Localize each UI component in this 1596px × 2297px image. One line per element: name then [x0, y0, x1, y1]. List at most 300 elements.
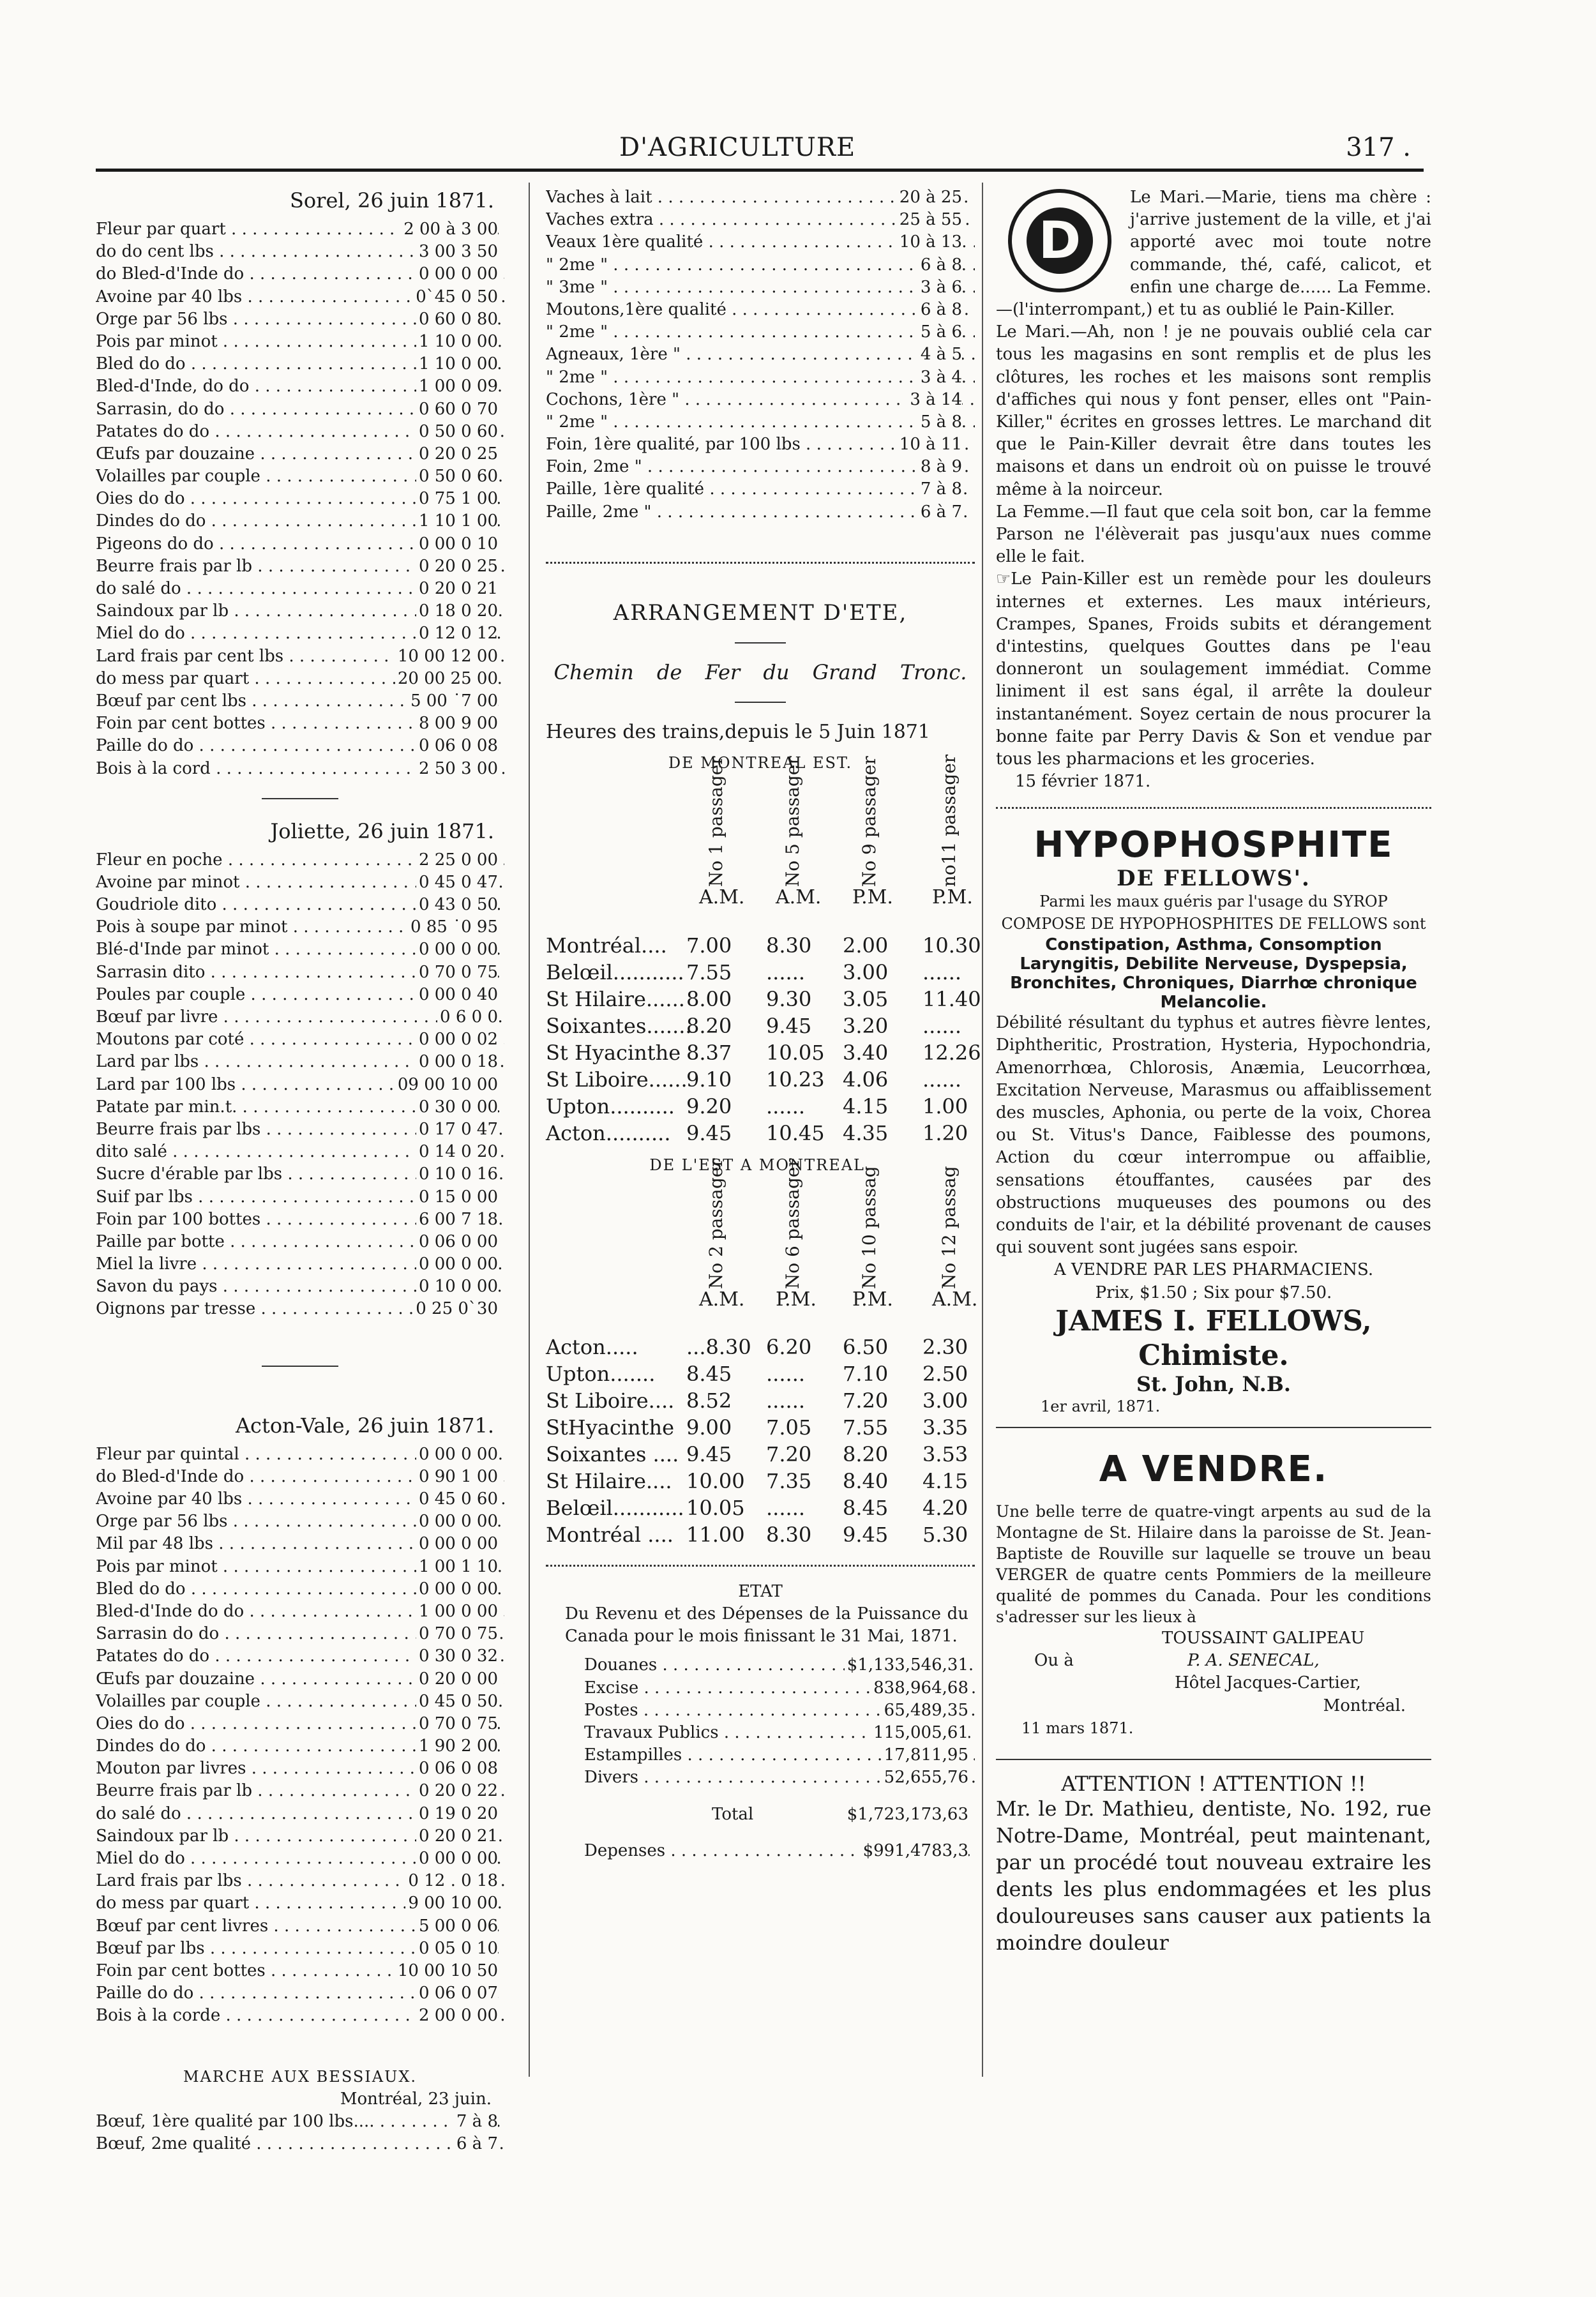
item-price: 0 06 0 08	[416, 735, 498, 757]
price-row	[96, 1051, 504, 1073]
price-row	[96, 961, 504, 984]
departure-time: 6.20	[766, 1334, 812, 1359]
item-price: 0 6 0 0	[437, 1006, 498, 1028]
station-name: St Hilaire......	[546, 986, 685, 1011]
departure-time: 7.20	[766, 1442, 812, 1466]
price-row	[546, 411, 975, 433]
painkiller-body: ☞Le Pain-Killer est un remède pour les douleurs internes et externes. Les maux intérieurs, Crampes, Spanes, Froids subits et dérangement d'intestins, quelques Gouttes dans pe l'eau donneront un soulagement immédiat. Comme liniment il est sans égal, il arrête la douleur instantanément. Soyez certain de nous procurer la bonne faite par Perry Davis & Son et vendue par tous les pharmacions et les groceries.	[996, 569, 1431, 769]
price-row	[546, 276, 975, 299]
departure-time: 9.30	[766, 986, 812, 1011]
item-label: do mess par quart . . .	[96, 1892, 504, 1915]
item-label: Estampilles . . .	[584, 1744, 975, 1766]
west-schedule-rows	[546, 1336, 975, 1551]
dotted-divider	[546, 1565, 975, 1567]
price-row	[546, 1744, 975, 1766]
item-price: 0 06 0 00	[416, 1231, 498, 1253]
item-price: 8 00 9 00	[416, 712, 498, 735]
price-row	[546, 321, 975, 343]
vendre-text: Une belle terre de quatre-vingt arpents au sud de la Montagne de St. Hilaire dans la paroisse de St. Jean-Baptiste de Rouville sur laquelle se trouve un beau VERGER de quatre cents Pommiers de la meilleure qualité de pommes du Canada. Pour les conditions s'adresser sur les lieux à	[996, 1502, 1431, 1627]
price-row	[96, 849, 504, 871]
schedule-row	[546, 1443, 975, 1470]
price-row	[96, 894, 504, 916]
item-label: Sarrasin do do . . .	[96, 1623, 504, 1645]
price-row	[96, 1533, 504, 1555]
price-row	[546, 1699, 975, 1722]
departure-time: ...8.30	[686, 1334, 751, 1359]
dotted-divider	[546, 562, 975, 564]
west-label: DE L'EST A MONTREAL.	[649, 1156, 871, 1174]
item-price: 0 20 0 25	[416, 555, 498, 578]
item-label: Dindes do do . . .	[96, 510, 504, 532]
price-row	[96, 938, 504, 961]
price-row	[96, 1780, 504, 1802]
departure-time: 8.20	[843, 1442, 889, 1466]
item-price: 6 à 7	[454, 2133, 498, 2155]
item-price: 0 00 0 02	[416, 1028, 498, 1051]
price-row	[96, 443, 504, 465]
item-label: Lard frais par lbs . . .	[96, 1870, 504, 1892]
acton-heading: Acton-Vale, 26 juin 1871.	[235, 1413, 494, 1438]
schedule-row	[546, 1417, 975, 1443]
departure-time: 3.00	[843, 960, 889, 984]
item-label: Lard par 100 lbs . . .	[96, 1074, 504, 1096]
item-label: Œufs par douzaine . . .	[96, 443, 504, 465]
departure-time: 5.30	[922, 1522, 968, 1547]
item-price: 1 90 2 00	[416, 1735, 498, 1758]
price-row	[96, 1870, 504, 1892]
price-row	[96, 2005, 504, 2027]
price-row	[96, 1141, 504, 1163]
departure-time: ......	[766, 1094, 806, 1118]
item-price: 0 85 ˙0 95	[408, 916, 498, 938]
price-row	[96, 1960, 504, 1982]
train-title: ARRANGEMENT D'ETE,	[613, 599, 908, 626]
departure-time: 6.50	[843, 1334, 889, 1359]
departure-time: 7.55	[843, 1415, 889, 1440]
item-price: 6 à 8	[918, 299, 962, 321]
departure-time: 9.45	[686, 1120, 732, 1145]
price-row	[96, 1691, 504, 1713]
item-price: 17,811,95	[882, 1744, 968, 1766]
item-price: 115,005,61	[871, 1722, 968, 1744]
item-label: Oies do do . . .	[96, 488, 504, 510]
train-hours: Heures des trains,depuis le 5 Juin 1871	[546, 721, 930, 744]
hypo-subtitle: DE FELLOWS'.	[1117, 866, 1311, 892]
item-label: Douanes . . .	[584, 1654, 975, 1676]
departure-time: 11.00	[686, 1522, 745, 1547]
departure-time: 10.05	[686, 1495, 745, 1520]
price-row	[546, 1722, 975, 1744]
price-row	[96, 1298, 504, 1320]
departure-time: 4.35	[843, 1120, 889, 1145]
item-price: 0 75 1 00	[416, 488, 498, 510]
departure-time: 8.20	[686, 1013, 732, 1038]
hypo-date: 1er avril, 1871.	[1041, 1397, 1161, 1415]
price-row	[546, 478, 975, 501]
price-row	[96, 465, 504, 488]
item-price: 10 00 12 00	[395, 645, 498, 668]
item-price: 0 12 0 12	[416, 622, 498, 645]
acton-price-list	[96, 1443, 504, 2028]
item-label: Oignons par tresse . . .	[96, 1298, 504, 1320]
price-row	[96, 1074, 504, 1096]
price-row	[96, 1825, 504, 1848]
hypo-diseases: Constipation, Asthma, Consomption Laryngitis, Debilite Nerveuse, Dyspepsia, Bronchites, Chroniques, Diarrhœ chronique Melancolie.	[1010, 935, 1417, 1013]
price-row	[96, 1713, 504, 1735]
item-price: 7 à 8	[918, 478, 962, 501]
section-rule	[996, 1427, 1431, 1428]
price-row	[546, 501, 975, 523]
price-row	[96, 1915, 504, 1938]
price-row	[96, 218, 504, 241]
joliette-price-list	[96, 849, 504, 1321]
price-row	[96, 510, 504, 532]
market-prices-column	[96, 186, 504, 2155]
departure-time: ......	[766, 960, 806, 984]
item-price: 0 00 0 18	[416, 1051, 498, 1073]
schedule-row	[546, 1015, 975, 1042]
price-row	[96, 1938, 504, 1960]
item-price: 0 60 0 80	[416, 308, 498, 331]
price-row	[546, 343, 975, 366]
price-row	[96, 1488, 504, 1510]
item-price: 838,964,68	[871, 1677, 968, 1699]
station-name: St Hilaire....	[546, 1468, 672, 1493]
departure-time: 3.05	[843, 986, 889, 1011]
east-schedule-rows	[546, 933, 981, 1149]
price-row	[546, 1677, 975, 1699]
price-row	[96, 1118, 504, 1141]
price-row	[96, 578, 504, 600]
price-row	[96, 263, 504, 285]
schedule-row	[546, 1336, 975, 1363]
item-label: do do cent lbs . . .	[96, 241, 504, 263]
item-price: 0 00 0 00	[416, 1578, 498, 1600]
item-price: 0 20 0 22	[416, 1780, 498, 1802]
item-price: 5 à 6	[918, 321, 962, 343]
section-rule	[735, 702, 786, 703]
hypo-sale: A VENDRE PAR LES PHARMACIENS.	[1053, 1260, 1374, 1280]
svg-text:D: D	[1038, 211, 1081, 270]
painkiller-date: 15 février 1871.	[1015, 772, 1151, 792]
item-label: Saindoux par lb . . .	[96, 1825, 504, 1848]
item-label: Bœuf par cent lbs . . .	[96, 690, 504, 712]
item-price: 0 70 0 75	[416, 961, 498, 984]
departure-time: 7.05	[766, 1415, 812, 1440]
schedule-ampm: P.M.	[852, 886, 893, 909]
item-label: do mess par quart . . .	[96, 668, 504, 690]
departure-time: 10.30	[922, 933, 981, 958]
item-label: Veaux 1ère qualité . . .	[546, 231, 975, 253]
item-label: Goudriole dito . . .	[96, 894, 504, 916]
item-price: 0 50 0 60	[416, 421, 498, 443]
item-label: Beurre frais par lbs . . .	[96, 1118, 504, 1141]
item-label: Miel do do . . .	[96, 1848, 504, 1870]
departure-time: 10.23	[766, 1067, 825, 1092]
item-label: Moutons par coté . . .	[96, 1028, 504, 1051]
item-label: Fleur par quintal . . .	[96, 1443, 504, 1466]
departure-time: 9.20	[686, 1094, 732, 1118]
price-row	[96, 1466, 504, 1488]
schedule-row	[546, 1040, 981, 1069]
departure-time: ......	[922, 1013, 962, 1038]
price-row	[96, 421, 504, 443]
schedule-row	[546, 1096, 975, 1122]
item-label: do Bled-d'Inde do . . .	[96, 263, 504, 285]
departure-time: 10.00	[686, 1468, 745, 1493]
item-label: Saindoux par lb . . .	[96, 600, 504, 622]
item-price: 0 50 0 60	[416, 465, 498, 488]
running-title: D'AGRICULTURE	[619, 133, 856, 162]
price-row	[96, 308, 504, 331]
item-label: Sarrasin, do do . . .	[96, 398, 504, 421]
departure-time: 7.20	[843, 1388, 889, 1413]
item-price: 9 00 10 00	[405, 1892, 498, 1915]
item-price: 0 20 0 21	[416, 1825, 498, 1848]
price-row	[546, 299, 975, 321]
schedule-row	[546, 1363, 975, 1390]
dotted-divider	[996, 807, 1431, 809]
departure-time: 10.45	[766, 1120, 825, 1145]
painkiller-dialog: Le Mari.—Ah, non ! je ne pouvais oublié cela car tous les magasins en sont remplis et de plus les clôtures, les roches et les maisons sont remplis d'affiches qui nous y font penser, elles ont "Pain-Killer," écrites en grosses lettres. Le marchand dit que le Pain-Killer devrait être dans toutes les maisons et dans un endroit où on puisse le trouvé même à la noirceur.	[996, 322, 1431, 499]
price-row	[546, 231, 975, 253]
price-row	[96, 2111, 504, 2133]
hypo-text: Débilité résultant du typhus et autres fièvre lentes, Diphtheritic, Prostration, Hysteria, Hypochondria, Amenorrhœa, Chlorosis, Anæmia, Leucorrhœa, Excitation Nerveuse, Marasmus ou affaiblissement des muscles, Aphonia, ou perte de la voix, Chorea ou St. Vitus's Dance, Faiblesse des poumons, Action du cœur interrompue ou affaiblie, sensations étouffantes, causées par des obstructions muqueuses des poumons ou des conduits de l'air, et la débilité provenant de causes qui souvent sont jugées sans espoir.	[996, 1013, 1431, 1258]
station-name: Belœil...........	[546, 960, 684, 984]
price-row	[546, 209, 975, 231]
price-row	[96, 353, 504, 375]
item-label: Travaux Publics . . .	[584, 1722, 975, 1744]
price-row	[96, 1623, 504, 1645]
item-price: 1 00 0 09	[416, 375, 498, 398]
etat-title: ETAT	[738, 1581, 783, 1601]
departure-time: 7.55	[686, 960, 732, 984]
station-name: StHyacinthe	[546, 1415, 675, 1440]
departure-time: 7.10	[843, 1361, 889, 1386]
price-row	[96, 1510, 504, 1533]
item-price: 20 à 25	[897, 186, 962, 209]
schedule-ampm: A.M.	[932, 1288, 978, 1311]
departure-time: ......	[766, 1361, 806, 1386]
schedule-ampm: P.M.	[852, 1288, 893, 1311]
schedule-ampm: P.M.	[932, 886, 973, 909]
item-price: 0`45 0 50	[413, 286, 498, 308]
schedule-row	[546, 1069, 975, 1096]
item-label: Pois à soupe par minot . . .	[96, 916, 504, 938]
departure-time: 8.30	[766, 1522, 812, 1547]
item-price: 0 20 0 21	[416, 578, 498, 600]
departure-time: 7.35	[766, 1468, 812, 1493]
item-label: Excise . . .	[584, 1677, 975, 1699]
departure-time: 9.45	[686, 1442, 732, 1466]
attention-title: ATTENTION ! ATTENTION !!	[1061, 1771, 1366, 1796]
price-row	[546, 456, 975, 478]
schedule-ampm: A.M.	[776, 886, 822, 909]
item-label: Fleur en poche . . .	[96, 849, 504, 871]
item-label: Agneaux, 1ère " . . .	[546, 343, 975, 366]
item-label: Beurre frais par lb . . .	[96, 555, 504, 578]
price-row	[96, 375, 504, 398]
price-row	[96, 1668, 504, 1691]
item-label: Foin, 2me " . . .	[546, 456, 975, 478]
schedule-column-header: No 9 passager	[858, 756, 880, 887]
hypo-chemist: JAMES I. FELLOWS, Chimiste.	[1055, 1304, 1372, 1372]
schedule-column-header: No 10 passag	[858, 1166, 880, 1289]
item-price: 10 à 11	[897, 433, 962, 456]
item-price: 0 10 0 00	[416, 1276, 498, 1298]
price-row	[96, 1892, 504, 1915]
station-name: Montréal....	[546, 933, 667, 958]
item-price: 0 30 0 00	[416, 1096, 498, 1118]
attention-ad	[996, 1773, 1431, 1956]
item-label: Savon du pays . . .	[96, 1276, 504, 1298]
item-label: Lard par lbs . . .	[96, 1051, 504, 1073]
departure-time: 9.00	[686, 1415, 732, 1440]
station-name: St Hyacinthe	[546, 1040, 681, 1065]
hypo-intro: Parmi les maux guéris par l'usage du SYROP COMPOSE DE HYPOPHOSPHITES DE FELLOWS sont	[1001, 892, 1426, 933]
item-price: 0 06 0 08	[416, 1758, 498, 1780]
station-name: Belœil...........	[546, 1495, 684, 1520]
price-row	[546, 254, 975, 276]
item-label: Avoine par 40 lbs . . .	[96, 1488, 504, 1510]
departure-time: 3.35	[922, 1415, 968, 1440]
attention-text: Mr. le Dr. Mathieu, dentiste, No. 192, rue Notre-Dame, Montréal, peut maintenant, par un procédé tout nouveau extraire les dents les plus endommagées et les plus douloureuses sans causer aux patients la moindre douleur	[996, 1796, 1431, 1955]
item-price: 1 00 0 00	[416, 1600, 498, 1623]
item-price: 0 70 0 75	[416, 1623, 498, 1645]
departure-time: 3.40	[843, 1040, 889, 1065]
vendre-city: Montréal.	[1323, 1696, 1406, 1715]
page-number: 317 .	[1346, 133, 1411, 162]
item-price: 5 00 0 06	[416, 1915, 498, 1938]
price-row	[96, 1982, 504, 2005]
schedule-row	[546, 1122, 975, 1149]
price-row	[96, 1645, 504, 1668]
price-row	[546, 1654, 975, 1676]
item-price: 0 45 0 50	[416, 1691, 498, 1713]
price-row	[96, 1735, 504, 1758]
item-price: 0 14 0 20	[416, 1141, 498, 1163]
item-label: Bois à la corde . . .	[96, 2005, 504, 2027]
schedule-row	[546, 1390, 975, 1417]
departure-time: 2.00	[843, 933, 889, 958]
advertisements-column	[996, 186, 1431, 1956]
sorel-price-list	[96, 218, 504, 780]
price-row	[96, 533, 504, 555]
item-price: 0 18 0 20	[416, 600, 498, 622]
item-price: 0 25 0`30	[413, 1298, 498, 1320]
station-name: St Liboire....	[546, 1388, 675, 1413]
price-row	[96, 555, 504, 578]
departure-time: ......	[766, 1495, 806, 1520]
item-price: 0 70 0 75	[416, 1713, 498, 1735]
item-label: Beurre frais par lb . . .	[96, 1780, 504, 1802]
east-label: DE MONTREAL EST.	[668, 754, 853, 772]
schedule-ampm: A.M.	[699, 1288, 745, 1311]
item-label: Bœuf par livre . . .	[96, 1006, 504, 1028]
departure-time: 9.45	[843, 1522, 889, 1547]
departure-time: 2.50	[922, 1361, 968, 1386]
column-divider	[982, 183, 983, 2077]
item-price: 3 00 3 50	[416, 241, 498, 263]
hypo-title: HYPOPHOSPHITE	[1034, 824, 1394, 866]
item-label: Vaches extra . . .	[546, 209, 975, 231]
item-label: Poules par couple . . .	[96, 984, 504, 1006]
schedule-ampm: P.M.	[776, 1288, 817, 1311]
item-label: Pigeons do do . . .	[96, 533, 504, 555]
item-label: Orge par 56 lbs . . .	[96, 1510, 504, 1533]
price-row	[96, 1006, 504, 1028]
departure-time: 12.26	[922, 1040, 981, 1065]
bessiaux-title: MARCHE AUX BESSIAUX.	[183, 2067, 418, 2086]
price-row	[96, 735, 504, 757]
item-label: Foin par cent bottes . . .	[96, 712, 504, 735]
item-label: " 2me " . . .	[546, 366, 975, 389]
item-price: 2 00 à 3 00	[401, 218, 498, 241]
item-label: Orge par 56 lbs . . .	[96, 308, 504, 331]
item-price: 8 à 9	[918, 456, 962, 478]
item-price: 2 50 3 00	[416, 758, 498, 780]
item-label: Foin, 1ère qualité, par 100 lbs . . .	[546, 433, 975, 456]
item-price: 0 00 0 00	[416, 1848, 498, 1870]
item-label: Paille do do . . .	[96, 1982, 504, 2005]
item-price: 10 00 10 50	[395, 1960, 498, 1982]
price-row	[96, 1209, 504, 1231]
item-price: 0 00 0 10	[416, 533, 498, 555]
item-price: 09 00 10 00	[395, 1074, 498, 1096]
price-row	[96, 712, 504, 735]
joliette-heading: Joliette, 26 juin 1871.	[270, 818, 494, 843]
item-label: Avoine par minot . . .	[96, 871, 504, 894]
item-label: Bled-d'Inde do do . . .	[96, 1600, 504, 1623]
item-label: Pois par minot . . .	[96, 1556, 504, 1578]
item-label: Pois par minot . . .	[96, 331, 504, 353]
item-price: 0 00 0 00	[416, 1510, 498, 1533]
item-price: 5 à 8	[918, 411, 962, 433]
item-price: 3 à 4	[918, 366, 962, 389]
section-rule	[262, 1366, 338, 1367]
item-price: 52,655,76	[882, 1766, 968, 1789]
painkiller-logo-icon	[996, 186, 1124, 295]
price-row	[96, 645, 504, 668]
departure-time: 7.00	[686, 933, 732, 958]
item-price: 1 10 1 00	[416, 510, 498, 532]
item-label: Foin par 100 bottes . . .	[96, 1209, 504, 1231]
vendre-or: Ou à P. A. SENECAL,	[1034, 1651, 1320, 1671]
price-row	[96, 984, 504, 1006]
price-row	[546, 433, 975, 456]
item-label: Bœuf, 2me qualité . . .	[96, 2133, 504, 2155]
etat-depenses: Depenses . . . $991,4783,3	[546, 1840, 975, 1862]
item-label: Bled do do . . .	[96, 1578, 504, 1600]
section-rule	[735, 642, 786, 644]
item-label: Miel la livre . . .	[96, 1253, 504, 1276]
item-price: 0 43 0 50	[416, 894, 498, 916]
price-row	[546, 186, 975, 209]
item-label: Blé-d'Inde par minot . . .	[96, 938, 504, 961]
item-price: 2 00 0 00	[416, 2005, 498, 2027]
header-rule	[96, 169, 1424, 172]
item-price: 3 à 6	[918, 276, 962, 299]
column-divider	[529, 183, 530, 2077]
item-price: 0 12 . 0 18	[405, 1870, 498, 1892]
departure-time: 8.45	[843, 1495, 889, 1520]
item-label: Sarrasin dito . . .	[96, 961, 504, 984]
item-price: 0 00 0 00	[416, 1533, 498, 1555]
item-price: 0 17 0 47	[416, 1118, 498, 1141]
station-name: St Liboire......	[546, 1067, 688, 1092]
item-label: Bois à la cord . . .	[96, 758, 504, 780]
departure-time: 8.30	[766, 933, 812, 958]
